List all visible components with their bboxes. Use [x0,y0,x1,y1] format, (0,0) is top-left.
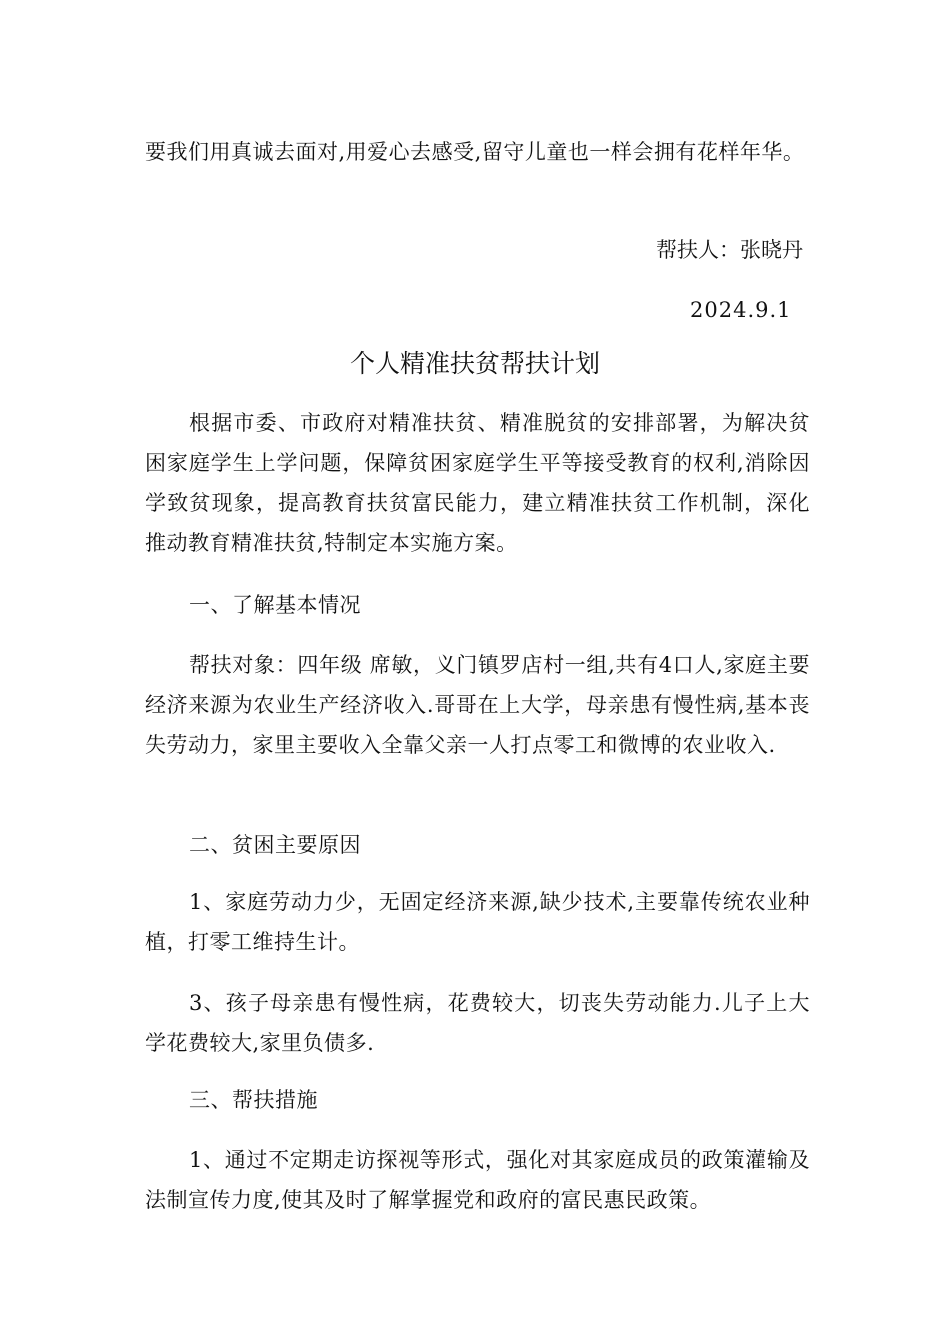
section-2-heading: 二、贫困主要原因 [189,833,361,857]
signature-date: 2024.9.1 [690,298,792,322]
section-1-body: 帮扶对象：四年级 席敏，义门镇罗店村一组,共有4口人,家庭主要经济来源为农业生产经济收入.哥哥在上大学，母亲患有慢性病,基本丧失劳动力，家里主要收入全靠父亲一人打点零工和微博的农业收入. [145,653,810,757]
section-2-item-3: 3、孩子母亲患有慢性病，花费较大，切丧失劳动能力.儿子上大学花费较大,家里负债多. [145,991,810,1055]
section-2-item-1: 1、家庭劳动力少，无固定经济来源,缺少技术,主要靠传统农业种植，打零工维持生计。 [145,890,810,954]
section-3-item-1: 1、通过不定期走访探视等形式，强化对其家庭成员的政策灌输及法制宣传力度,使其及时了解掌握党和政府的富民惠民政策。 [145,1148,810,1212]
section-3-heading: 三、帮扶措施 [189,1088,318,1112]
continuation-paragraph: 要我们用真诚去面对,用爱心去感受,留守儿童也一样会拥有花样年华。 [145,140,805,164]
section-1-heading: 一、了解基本情况 [189,593,361,617]
signature-name: 帮扶人：张晓丹 [656,238,803,262]
intro-paragraph: 根据市委、市政府对精准扶贫、精准脱贫的安排部署，为解决贫困家庭学生上学问题，保障贫困家庭学生平等接受教育的权利,消除因学致贫现象，提高教育扶贫富民能力，建立精准扶贫工作机制，深化推动教育精准扶贫,特制定本实施方案。 [145,411,810,555]
page-title: 个人精准扶贫帮扶计划 [349,349,600,378]
